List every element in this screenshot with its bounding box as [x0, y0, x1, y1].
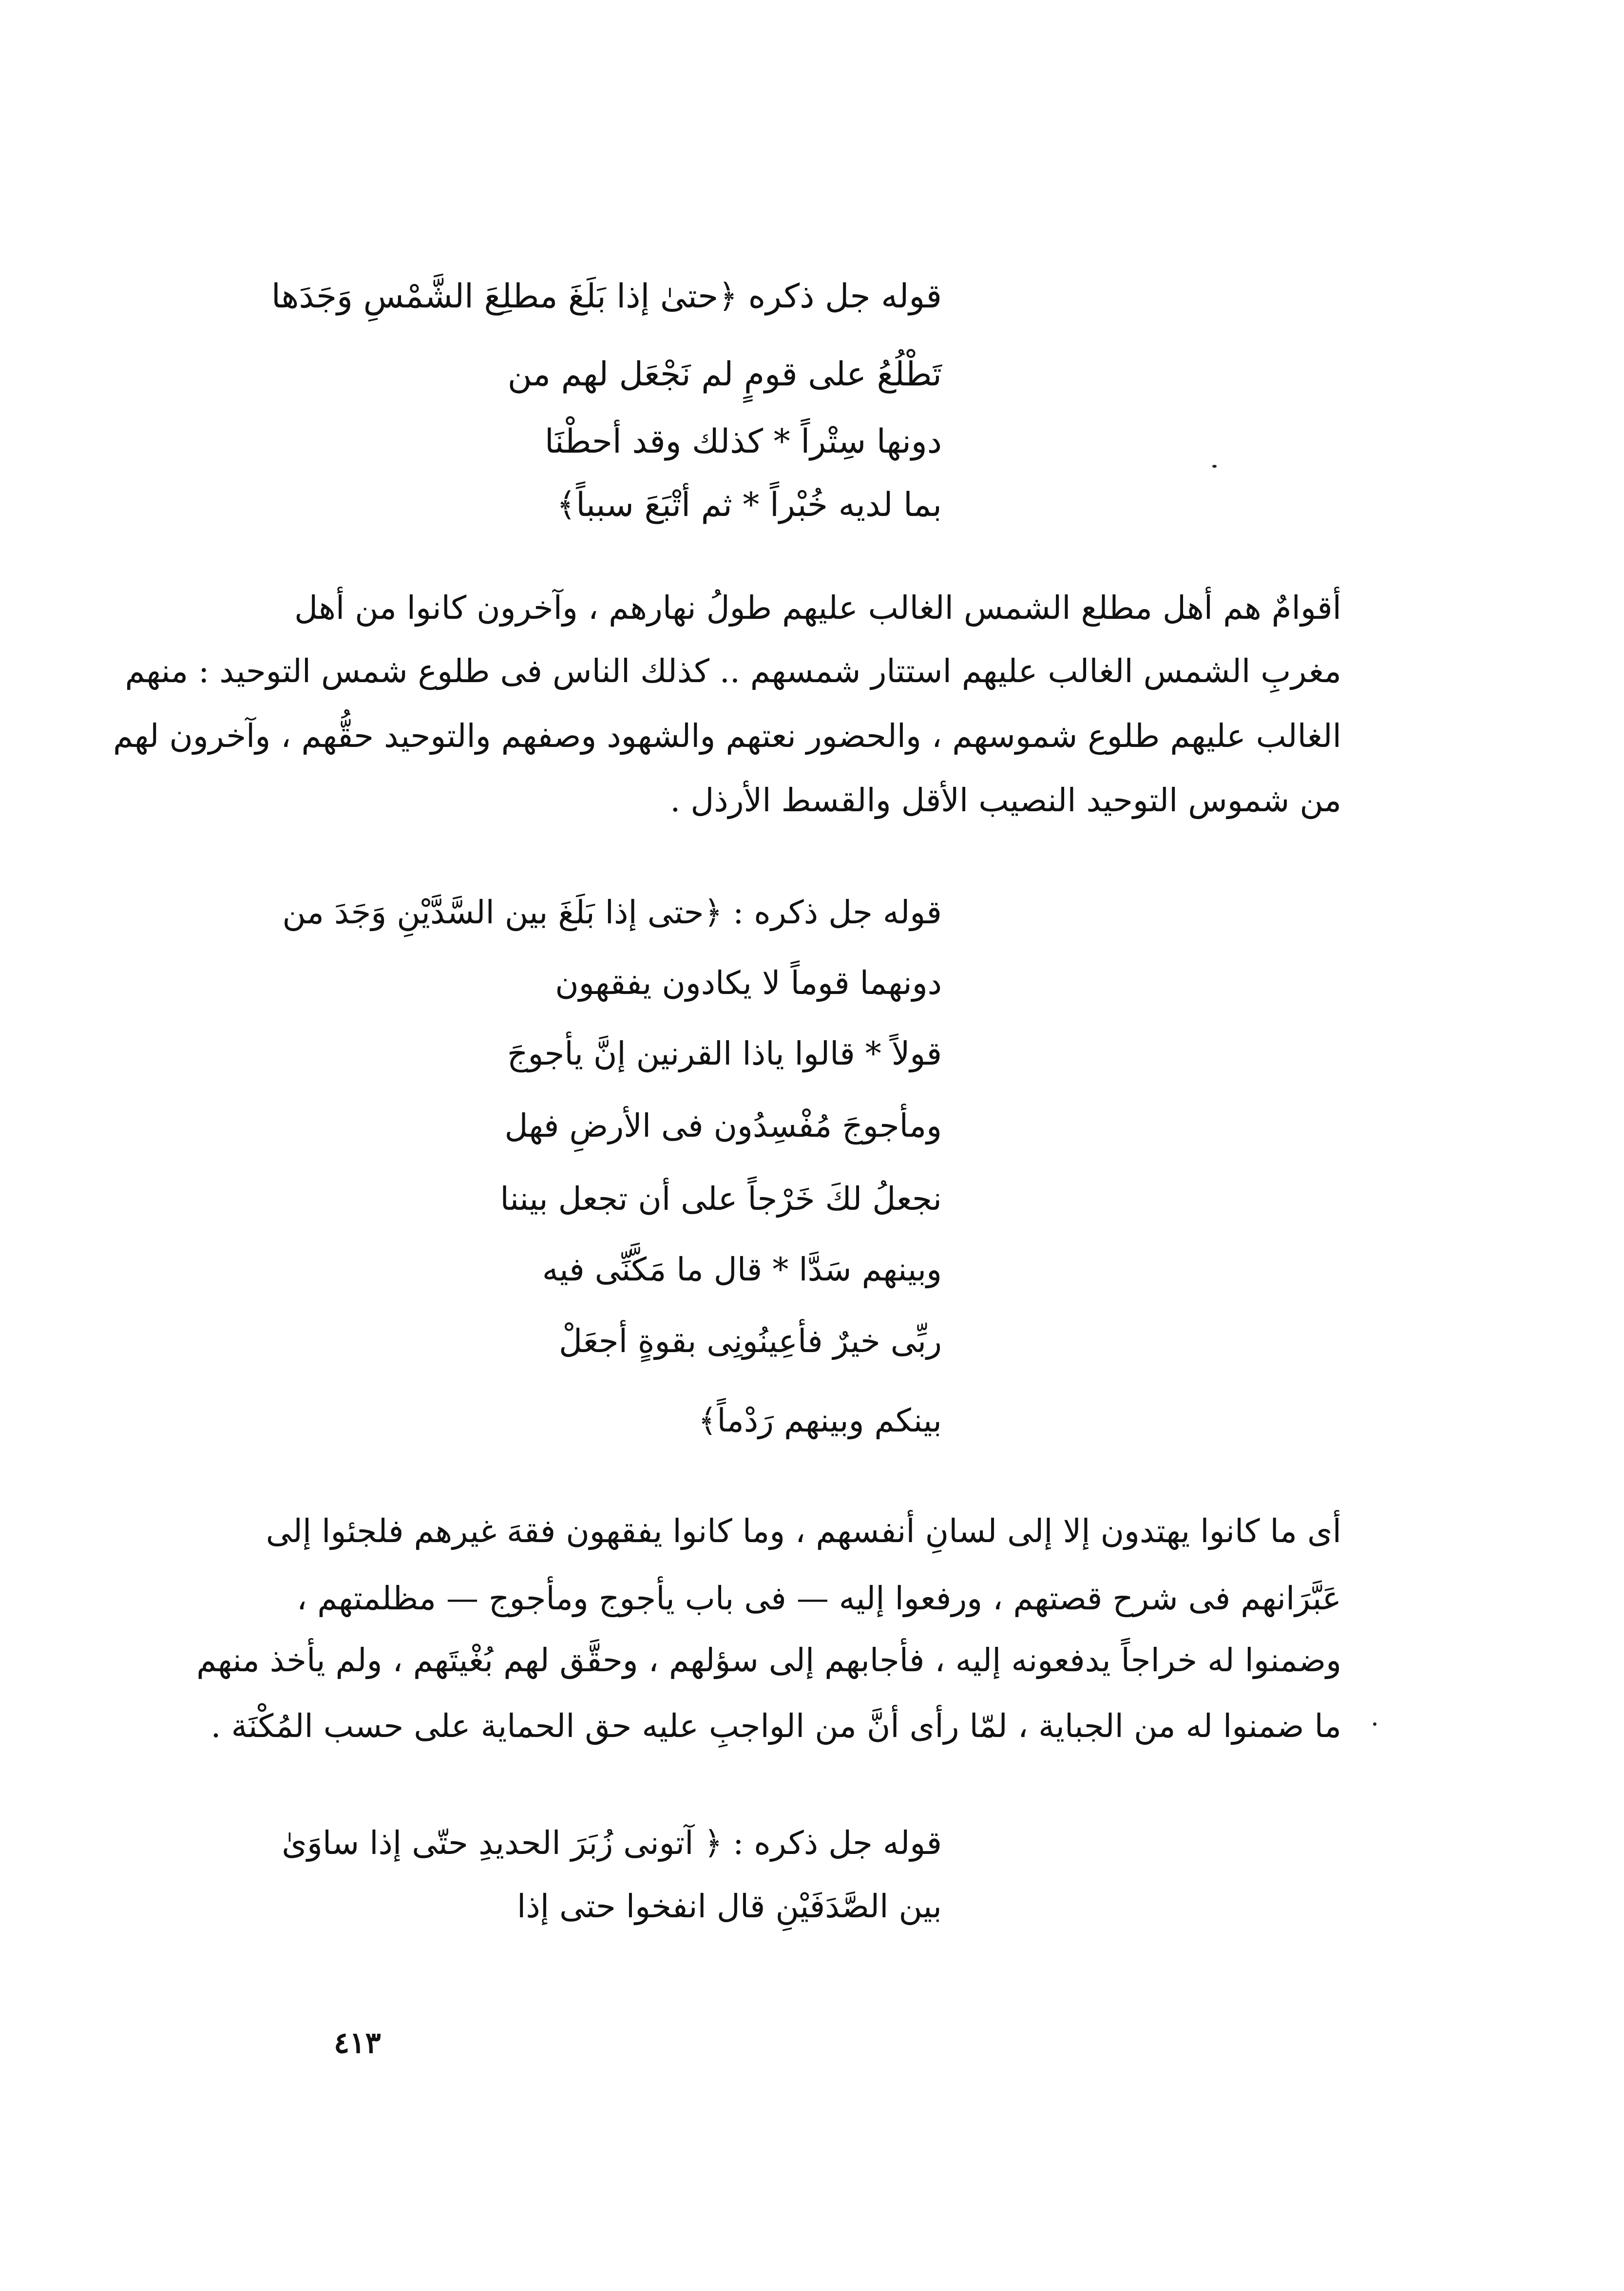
verse-line: تَطْلُعُ على قومٍ لم نَجْعَل لهم من [507, 355, 942, 394]
verse-line: ومأجوجَ مُفْسِدُون فى الأرضِ فهل [504, 1107, 942, 1145]
prose-line: وضمنوا له خراجاً يدفعونه إليه ، فأجابهم إلى سؤلهم ، وحقَّق لهم بُغْيتَهم ، ولم يأخذ منهم [196, 1642, 1341, 1679]
scan-speck [1373, 1722, 1376, 1726]
verse-line: قوله جل ذكره : ﴿حتى إذا بَلَغَ بين السَّدَّيْنِ وَجَدَ من [282, 894, 942, 931]
scan-speck [1212, 465, 1217, 468]
prose-line: من شموس التوحيد النصيب الأقل والقسط الأرذل . [670, 782, 1341, 819]
verse-line: قولاً * قالوا ياذا القرنين إنَّ يأجوجَ [507, 1035, 942, 1072]
page-number: ٤١٣ [334, 2026, 381, 2060]
prose-line: عَبَّرَانهم فى شرح قصتهم ، ورفعوا إليه — فى باب يأجوج ومأجوج — مظلمتهم ، [296, 1580, 1341, 1617]
prose-line: أقوامٌ هم أهل مطلع الشمس الغالب عليهم طولُ نهارهم ، وآخرون كانوا من أهل [294, 589, 1341, 627]
verse-line: قوله جل ذكره : ﴿ آتونى زُبَرَ الحديدِ حتّى إذا ساوَىٰ [282, 1824, 942, 1862]
prose-line: مغربِ الشمس الغالب عليهم استتار شمسهم .. كذلك الناس فى طلوع شمس التوحيد : منهم [125, 652, 1341, 690]
prose-line: أى ما كانوا يهتدون إلا إلى لسانِ أنفسهم ، وما كانوا يفقهون فقهَ غيرهم فلجئوا إلى [266, 1512, 1341, 1550]
verse-line: نجعلُ لكَ خَرْجاً على أن تجعل بيننا [500, 1180, 942, 1218]
verse-line: بينكم وبينهم رَدْماً﴾ [698, 1402, 942, 1439]
verse-line: دونها سِتْراً * كذلك وقد أحطْنَا [544, 422, 942, 461]
verse-line: دونهما قوماً لا يكادون يفقهون [555, 964, 942, 1002]
verse-line: وبينهم سَدَّا * قال ما مَكَّنِّى فيه [542, 1251, 942, 1288]
verse-line: ربِّى خيرٌ فأعِينُونِى بقوةٍ أجعَلْ [558, 1322, 942, 1360]
prose-line: ما ضمنوا له من الجباية ، لمّا رأى أنَّ من الواجبِ عليه حق الحماية على حسب المُكْنَة . [210, 1707, 1341, 1745]
verse-line: قوله جل ذكره ﴿حتىٰ إذا بَلَغَ مطلِعَ الشَّمْسِ وَجَدَها [271, 277, 942, 316]
prose-line: الغالب عليهم طلوع شموسهم ، والحضور نعتهم والشهود وصفهم والتوحيد حقُّهم ، وآخرون لهم [113, 717, 1341, 755]
verse-line: بين الصَّدَفَيْنِ قال انفخوا حتى إذا [517, 1888, 942, 1925]
verse-line: بما لديه خُبْراً * ثم أتْبَعَ سبباً﴾ [556, 486, 942, 524]
